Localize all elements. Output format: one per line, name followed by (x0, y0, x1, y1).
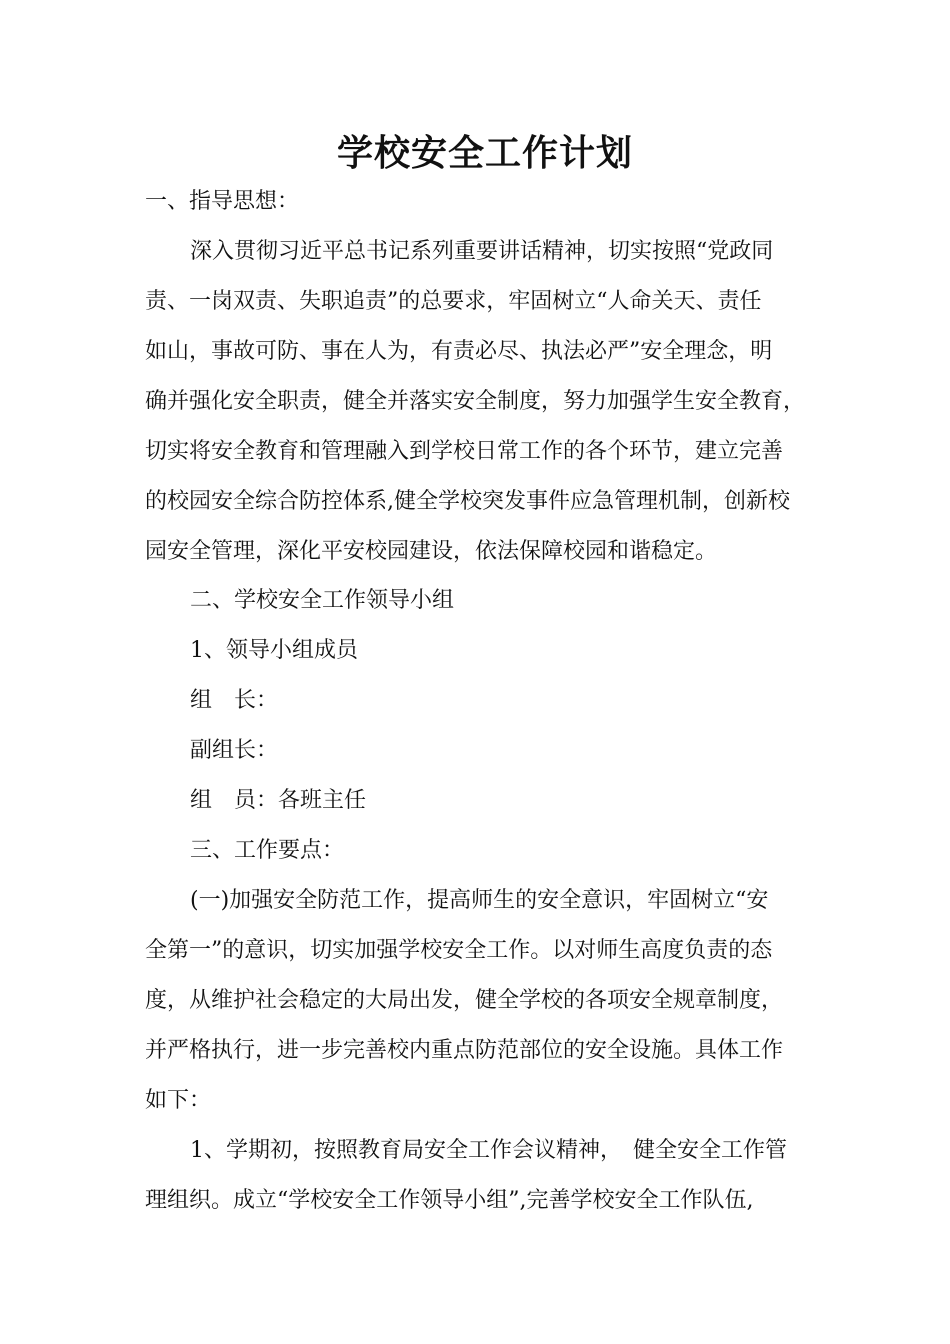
paragraph-line: (一)加强安全防范工作，提高师生的安全意识，牢固树立“安 (190, 888, 769, 913)
paragraph-line: 如山，事故可防、事在人为，有责必尽、执法必严”安全理念，明 (145, 339, 773, 364)
paragraph-line: 确并强化安全职责，健全并落实安全制度，努力加强学生安全教育， (145, 389, 806, 414)
section-heading-key-points: 三、工作要点： (190, 838, 345, 863)
member-deputy-leader: 副组长： (190, 738, 279, 763)
paragraph-line: 园安全管理，深化平安校园建设，依法保障校园和谐稳定。 (145, 539, 718, 564)
paragraph-line: 度，从维护社会稳定的大局出发，健全学校的各项安全规章制度， (145, 988, 784, 1013)
paragraph-line: 理组织。成立“学校安全工作领导小组”,完善学校安全工作队伍, (145, 1188, 754, 1213)
paragraph-line: 切实将安全教育和管理融入到学校日常工作的各个环节，建立完善 (145, 439, 784, 464)
paragraph-line: 的校园安全综合防控体系,健全学校突发事件应急管理机制，创新校 (145, 489, 790, 514)
member-members: 组 员：各班主任 (190, 788, 367, 813)
paragraph-line: 1、学期初，按照教育局安全工作会议精神， 健全安全工作管 (190, 1138, 787, 1163)
paragraph-line: 责、一岗双责、失职追责”的总要求，牢固树立“人命关天、责任 (145, 289, 762, 314)
section-heading-guiding-ideology: 一、指导思想： (145, 189, 300, 214)
paragraph-line: 并严格执行，进一步完善校内重点防范部位的安全设施。具体工作 (145, 1038, 784, 1063)
paragraph-line: 全第一”的意识，切实加强学校安全工作。以对师生高度负责的态 (145, 938, 773, 963)
member-leader: 组 长： (190, 688, 279, 713)
section-heading-leadership-group: 二、学校安全工作领导小组 (190, 588, 455, 613)
document-title: 学校安全工作计划 (336, 132, 633, 174)
subsection-heading-members: 1、领导小组成员 (190, 638, 358, 663)
paragraph-line: 如下： (145, 1088, 212, 1113)
paragraph-line: 深入贯彻习近平总书记系列重要讲话精神，切实按照“党政同 (190, 239, 774, 264)
